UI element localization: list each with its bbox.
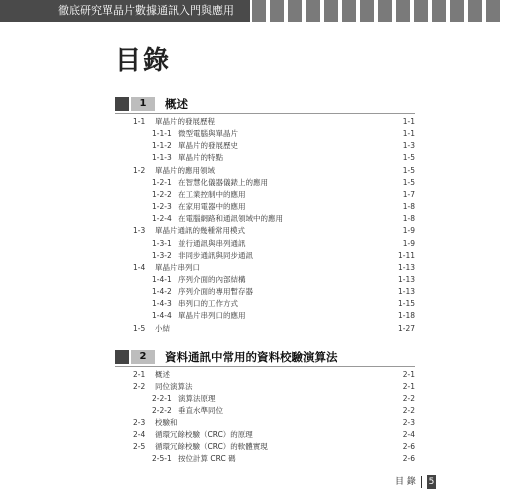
toc-entry-title: 序列介面的專用暫存器 [178,287,253,297]
page-footer [395,475,436,489]
toc-entry-number: 1-5 [133,323,146,333]
toc-entry-number: 1-1 [133,117,146,126]
toc-subsection-row[interactable] [115,238,415,250]
footer-label: 目 錄 [395,477,416,487]
toc-subsection-row[interactable] [115,213,415,225]
toc-entry-number: 1-1-2 [152,141,172,151]
header-stripe [360,0,374,22]
toc-entry-title: 校驗和 [155,418,178,427]
toc-entry-number: 1-2-1 [152,177,172,187]
toc-subsection-row[interactable] [115,298,415,310]
toc-section-row[interactable] [115,116,415,128]
toc-entry-page: 2-6 [402,454,415,463]
toc-entry-number: 1-4 [133,262,146,272]
toc-subsection-row[interactable] [115,393,415,405]
toc-entry-number: 2-5-1 [152,454,172,463]
chapter-heading [115,97,415,113]
toc-entry-page: 2-1 [402,370,415,379]
toc-section-row[interactable] [115,429,415,441]
toc-entry-page: 2-2 [402,406,415,415]
toc-entry-page: 1-9 [402,238,415,248]
toc-section-row[interactable] [115,417,415,429]
toc-entry-number: 2-2-1 [152,394,172,403]
chapter-heading [115,350,415,366]
toc-entry-page: 2-3 [402,418,415,427]
toc-section-row[interactable] [115,323,415,335]
toc-subsection-row[interactable] [115,310,415,322]
toc-entry-page: 2-2 [402,394,415,403]
toc-entry-page: 1-8 [402,214,415,224]
toc-entry-title: 演算法原理 [178,394,216,403]
toc-entry-title: 單晶片通訊的幾種常用模式 [155,226,245,236]
header-stripe [324,0,338,22]
toc-entry-number: 2-2 [133,382,146,391]
toc-entry-title: 單晶片的特點 [178,153,223,163]
toc-entry-title: 循環冗餘校驗（CRC）的軟體實現 [155,442,268,451]
toc-entry-title: 在工業控制中的應用 [178,189,246,199]
chapter-divider [115,366,415,367]
toc-entry-title: 非同步通訊與同步通訊 [178,250,253,260]
toc-entry-number: 1-2-2 [152,189,172,199]
toc-subsection-row[interactable] [115,201,415,213]
toc-entry-number: 1-2-4 [152,214,172,224]
toc-entry-title: 在家用電器中的應用 [178,202,246,212]
toc-entry-page: 1-5 [402,177,415,187]
header-stripe [378,0,392,22]
header-stripes [252,0,504,22]
header-stripe [432,0,446,22]
toc-entry-title: 微型電腦與單晶片 [178,129,238,139]
toc-entry-number: 1-4-3 [152,299,172,309]
toc-entry-page: 1-1 [402,129,415,139]
toc-section-row[interactable] [115,441,415,453]
toc-entry-page: 1-27 [397,323,415,333]
toc-subsection-row[interactable] [115,286,415,298]
header-stripe [414,0,428,22]
toc-entry-title: 在電腦網路和通訊領域中的應用 [178,214,283,224]
toc-entry-number: 1-3-1 [152,238,172,248]
toc-subsection-row[interactable] [115,405,415,417]
toc-section-row[interactable] [115,225,415,237]
header-stripe [486,0,500,22]
toc-subsection-row[interactable] [115,177,415,189]
toc-entry-number: 2-4 [133,430,146,439]
toc-subsection-row[interactable] [115,128,415,140]
toc-entry-title: 單晶片串列口 [155,262,200,272]
chapter-marker [115,97,129,111]
toc-entry-title: 並行通訊與串列通訊 [178,238,246,248]
toc-entry-title: 串列口的工作方式 [178,299,238,309]
chapter-title: 概述 [165,97,188,111]
toc-entry-page: 2-6 [402,442,415,451]
toc-entry-title: 序列介面的內部結構 [178,274,246,284]
toc-entry-page: 1-5 [402,165,415,175]
chapter-number: 2 [131,350,155,364]
toc-entry-page: 2-4 [402,430,415,439]
toc-section-row[interactable] [115,262,415,274]
toc-entry-page: 1-13 [397,262,415,272]
header-stripe [270,0,284,22]
header-stripe [342,0,356,22]
chapter-divider [115,113,415,114]
toc-entry-number: 1-2-3 [152,202,172,212]
toc-entry-title: 垂直水準同位 [178,406,223,415]
chapter-title: 資料通訊中常用的資料校驗演算法 [165,350,338,364]
toc-entry-page: 1-13 [397,274,415,284]
toc-entry-number: 1-4-4 [152,311,172,321]
toc-entry-number: 1-4-2 [152,287,172,297]
toc-entry-page: 1-8 [402,202,415,212]
toc-subsection-row[interactable] [115,189,415,201]
toc-entry-page: 1-18 [397,311,415,321]
toc-section-row[interactable] [115,165,415,177]
toc-entry-title: 循環冗餘校驗（CRC）的原理 [155,430,253,439]
toc-entry-title: 按位計算 CRC 碼 [178,454,236,463]
footer-page-number: 5 [428,477,435,487]
toc-entry-title: 同位演算法 [155,382,193,391]
toc-entry-number: 1-1-1 [152,129,172,139]
header-stripe [252,0,266,22]
toc-entry-page: 1-3 [402,141,415,151]
book-title: 徹底研究單晶片數據通訊入門與應用 [0,0,250,22]
toc-entry-page: 1-13 [397,287,415,297]
toc-entry-number: 2-2-2 [152,406,172,415]
toc-entry-page: 1-1 [402,117,415,126]
toc-entry-title: 單晶片的發展歷程 [155,117,215,126]
toc-entry-page: 1-9 [402,226,415,236]
toc-section-row[interactable] [115,381,415,393]
toc-entry-page: 1-5 [402,153,415,163]
toc-entry-page: 1-15 [397,299,415,309]
chapter-marker [115,350,129,364]
toc-entry-number: 2-1 [133,370,146,379]
toc-entry-title: 單晶片的應用領域 [155,165,215,175]
toc-subsection-row[interactable] [115,274,415,286]
header-bar [0,0,520,22]
header-stripe [396,0,410,22]
toc-entry-page: 1-11 [397,250,415,260]
page-title: 目錄 [115,46,172,76]
toc-section-row[interactable] [115,369,415,381]
header-stripe [468,0,482,22]
toc-entry-title: 單晶片串列口的應用 [178,311,246,321]
toc-entry-number: 1-3 [133,226,146,236]
toc-subsection-row[interactable] [115,453,415,465]
toc-entry-page: 2-1 [402,382,415,391]
toc-subsection-row[interactable] [115,140,415,152]
toc-entry-number: 1-2 [133,165,146,175]
toc-entry-number: 1-3-2 [152,250,172,260]
toc-subsection-row[interactable] [115,250,415,262]
toc-entry-title: 小結 [155,323,170,333]
toc-subsection-row[interactable] [115,152,415,164]
toc-entry-number: 1-1-3 [152,153,172,163]
header-stripe [306,0,320,22]
chapter-number: 1 [131,97,155,111]
toc-entry-number: 2-5 [133,442,146,451]
header-stripe [288,0,302,22]
toc-entry-title: 單晶片的發展歷史 [178,141,238,151]
toc-entry-number: 1-4-1 [152,274,172,284]
toc-entry-title: 概述 [155,370,170,379]
toc-entry-page: 1-7 [402,189,415,199]
toc-entry-number: 2-3 [133,418,146,427]
toc-entry-title: 在智慧化儀器儀錶上的應用 [178,177,268,187]
header-stripe [450,0,464,22]
footer-divider [421,476,422,488]
